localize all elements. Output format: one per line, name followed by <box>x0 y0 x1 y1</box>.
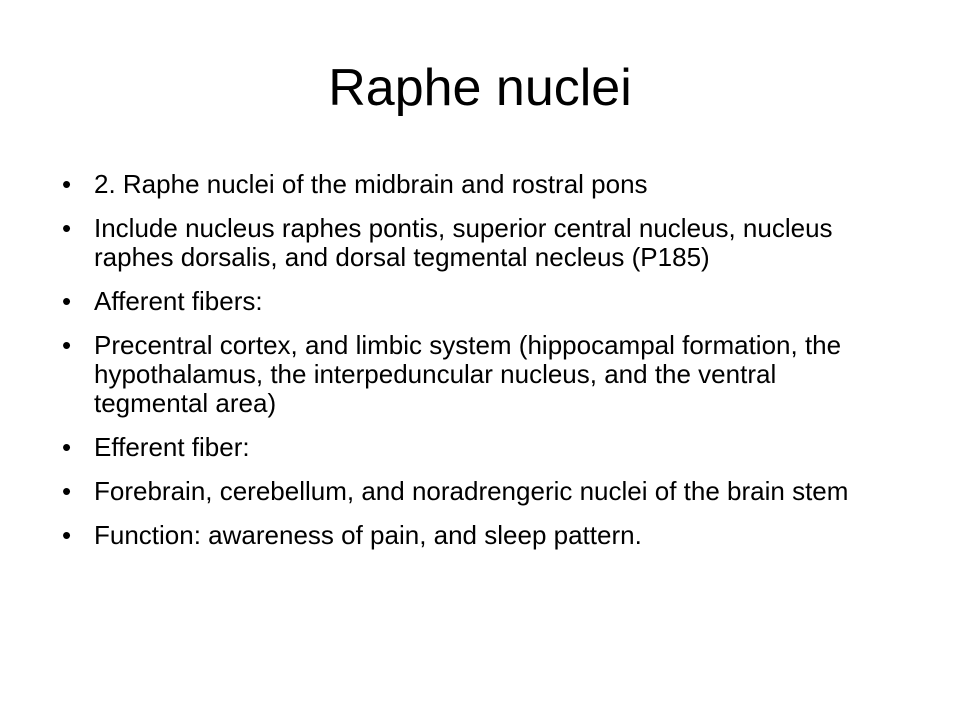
bullet-point-icon: • <box>62 476 72 506</box>
bullet-point-icon: • <box>62 169 72 199</box>
bullet-item <box>62 477 892 506</box>
bullet-item <box>62 521 892 550</box>
bullet-text: Efferent fiber: <box>94 432 250 462</box>
bullet-item <box>62 287 892 316</box>
bullet-point-icon: • <box>62 432 72 462</box>
bullet-text: 2. Raphe nuclei of the midbrain and rostral pons <box>94 169 648 199</box>
bullet-text: Forebrain, cerebellum, and noradrengeric nuclei of the brain stem <box>94 476 849 506</box>
bullet-item <box>62 214 892 272</box>
bullet-text: Include nucleus raphes pontis, superior central nucleus, nucleus raphes dorsalis, and dorsal tegmental necleus (P185) <box>94 213 833 272</box>
bullet-text: Afferent fibers: <box>94 286 263 316</box>
slide-title: Raphe nuclei <box>328 59 632 117</box>
bullet-item <box>62 331 892 418</box>
bullet-item <box>62 433 892 462</box>
bullet-point-icon: • <box>62 286 72 316</box>
bullet-text: Precentral cortex, and limbic system (hippocampal formation, the hypothalamus, the interpeduncular nucleus, and the ventral tegmental area) <box>94 330 842 418</box>
bullet-point-icon: • <box>62 213 72 243</box>
bullet-list <box>62 170 892 565</box>
bullet-point-icon: • <box>62 330 72 360</box>
bullet-item <box>62 170 892 199</box>
bullet-point-icon: • <box>62 520 72 550</box>
bullet-text: Function: awareness of pain, and sleep pattern. <box>94 520 642 550</box>
